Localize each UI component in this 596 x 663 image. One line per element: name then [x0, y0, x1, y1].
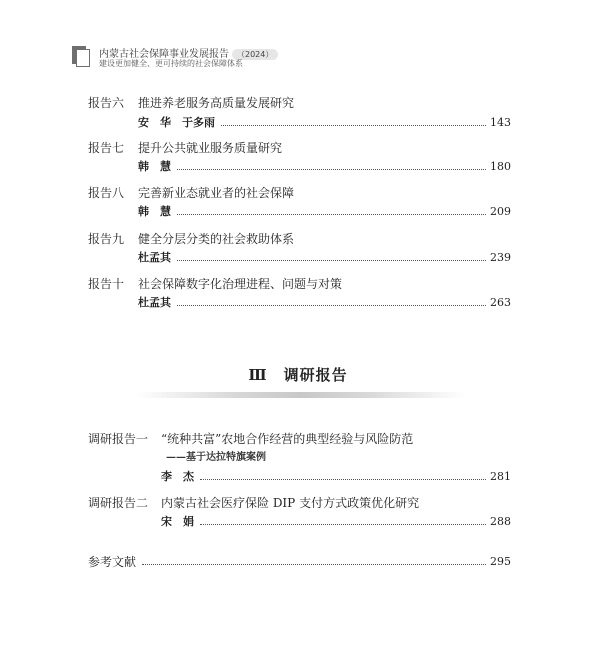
- dot-leader: [200, 523, 486, 525]
- book-icon: [72, 46, 90, 66]
- toc-entry-label: 报告十: [88, 277, 125, 291]
- header-subtitle: 建设更加健全、更可持续的社会保障体系: [99, 59, 243, 68]
- toc-entry-page: 281: [490, 470, 511, 483]
- toc-entry-author: 杜孟其: [138, 296, 171, 309]
- dot-leader: [177, 213, 486, 215]
- toc-entry-label: 报告七: [88, 141, 125, 155]
- toc-entry-page: 180: [490, 160, 511, 173]
- toc-entry-page: 143: [490, 116, 511, 129]
- toc-entry-title[interactable]: 提升公共就业服务质量研究: [138, 141, 283, 155]
- toc-entry-title[interactable]: 推进养老服务高质量发展研究: [138, 96, 295, 110]
- toc-entry-label: 调研报告二: [88, 496, 149, 510]
- running-header: [72, 44, 372, 70]
- toc-entry-label: 报告九: [88, 232, 125, 246]
- toc-entry-author: 安 华 于多雨: [138, 116, 215, 129]
- toc-entry-title[interactable]: 健全分层分类的社会救助体系: [138, 232, 295, 246]
- toc-entry-author: 李 杰: [161, 470, 194, 483]
- toc-entry-author: 宋 娟: [161, 515, 194, 528]
- toc-entry-page: 295: [490, 555, 511, 568]
- dot-leader: [142, 563, 486, 565]
- dot-leader: [177, 304, 486, 306]
- toc-entry-title[interactable]: 完善新业态就业者的社会保障: [138, 186, 295, 200]
- toc-entry-title[interactable]: “统种共富”农地合作经营的典型经验与风险防范: [161, 432, 414, 446]
- toc-entry-title[interactable]: 社会保障数字化治理进程、问题与对策: [138, 277, 343, 291]
- toc-entry-label: 报告八: [88, 186, 125, 200]
- section-divider: [136, 392, 466, 398]
- toc-entry-page: 288: [490, 515, 511, 528]
- header-year-badge: （2024）: [232, 49, 278, 60]
- header-title-text: 内蒙古社会保障事业发展报告: [99, 49, 229, 60]
- toc-entry-author: 韩 慧: [138, 205, 171, 218]
- toc-entry-subtitle: ——基于达拉特旗案例: [166, 452, 266, 463]
- toc-entry-label[interactable]: 参考文献: [88, 555, 137, 569]
- toc-entry-author: 杜孟其: [138, 251, 171, 264]
- dot-leader: [177, 259, 486, 261]
- toc-entry-title[interactable]: 内蒙古社会医疗保险 DIP 支付方式政策优化研究: [161, 496, 420, 510]
- dot-leader: [221, 124, 486, 126]
- dot-leader: [200, 478, 486, 480]
- toc-entry-page: 239: [490, 251, 511, 264]
- dot-leader: [177, 168, 486, 170]
- toc-entry-label: 报告六: [88, 96, 125, 110]
- toc-entry-page: 263: [490, 296, 511, 309]
- section-title: Ⅲ 调研报告: [248, 366, 348, 384]
- section-heading: [0, 364, 596, 385]
- toc-entry-author: 韩 慧: [138, 160, 171, 173]
- toc-entry-page: 209: [490, 205, 511, 218]
- toc-entry-label: 调研报告一: [88, 432, 149, 446]
